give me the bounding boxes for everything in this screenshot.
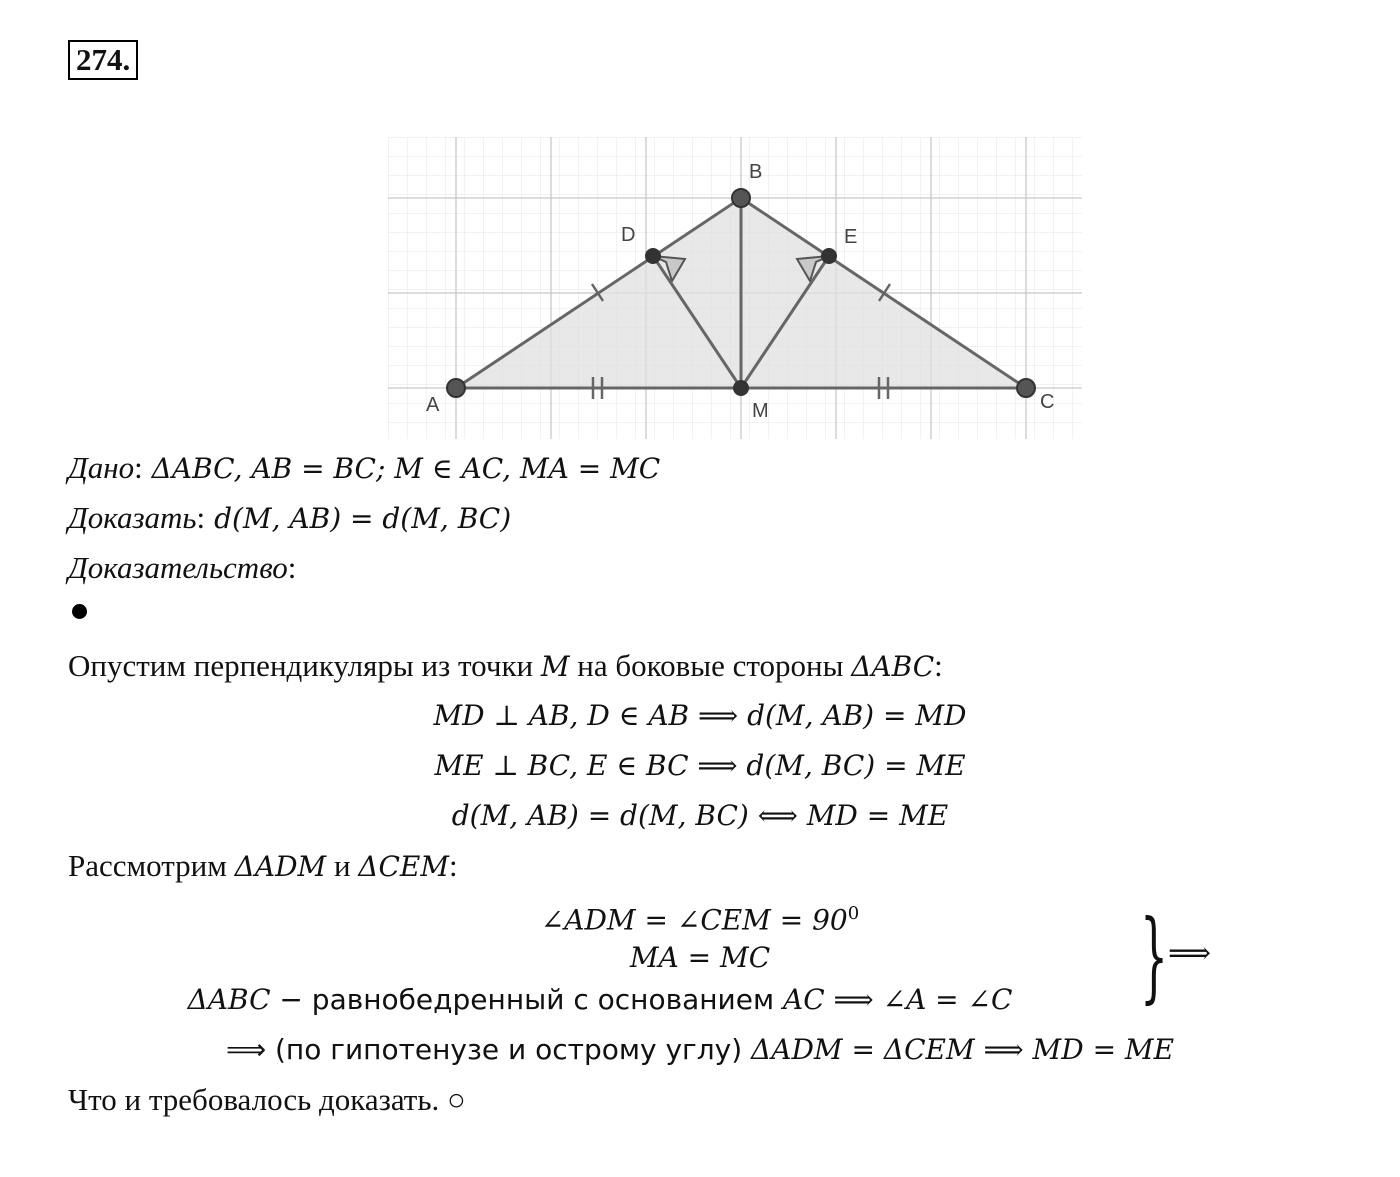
point-b [732,189,750,207]
label-m: M [752,400,769,422]
proof-label: Доказательство [68,550,288,585]
equation-me: ME ⊥ BC, E ∈ BC ⟹ d(M, BC) = ME [434,749,966,782]
proof-line: Доказательство: [68,550,297,585]
system-line-1: ∠ADM = ∠CEM = $90^0$ [540,903,860,937]
label-b: B [749,161,763,183]
point-d [646,249,660,263]
label-d: D [621,224,636,246]
prove-line: Доказать: d(M, AB) = d(M, BC) [68,500,512,535]
system-line-3: ΔABC − равнобедренный с основанием AC ⟹ ∠A = ∠C [187,983,1013,1016]
step2-intro: Рассмотрим ΔADM и ΔCEM: [68,848,458,883]
step1-intro: Опустим перпендикуляры из точки M на боковые стороны ΔABC: [68,648,943,683]
given-label: Дано [68,450,135,485]
given-line: Дано: ΔABC, AB = BC; M ∈ AC, MA = MC [68,450,661,485]
system-line-2: MA = MC [629,941,771,974]
label-c: C [1040,391,1055,413]
point-e [822,249,836,263]
triangle-figure [388,137,1082,439]
equation-equiv: d(M, AB) = d(M, BC) ⟺ MD = ME [451,799,949,832]
bullet [72,604,87,619]
prove-label: Доказать [68,500,197,535]
prove-text: d(M, AB) = d(M, BC) [205,502,512,535]
given-text: ΔABC, AB = BC; M ∈ AC, MA = MC [142,452,661,485]
point-m [734,381,748,395]
label-e: E [844,226,858,248]
qed-line: Что и требовалось доказать. ○ [68,1082,466,1117]
point-a [447,379,465,397]
problem-number: 274. [68,40,138,80]
label-a: A [426,394,440,416]
brace-implies: ⟹ [1168,936,1212,971]
system-brace: } [1140,900,1169,1014]
equation-md: MD ⊥ AB, D ∈ AB ⟹ d(M, AB) = MD [433,699,967,732]
conclusion-line: ⟹ (по гипотенузе и острому углу) ΔADM = ΔCEM ⟹ MD = ME [225,1033,1175,1066]
point-c [1017,379,1035,397]
